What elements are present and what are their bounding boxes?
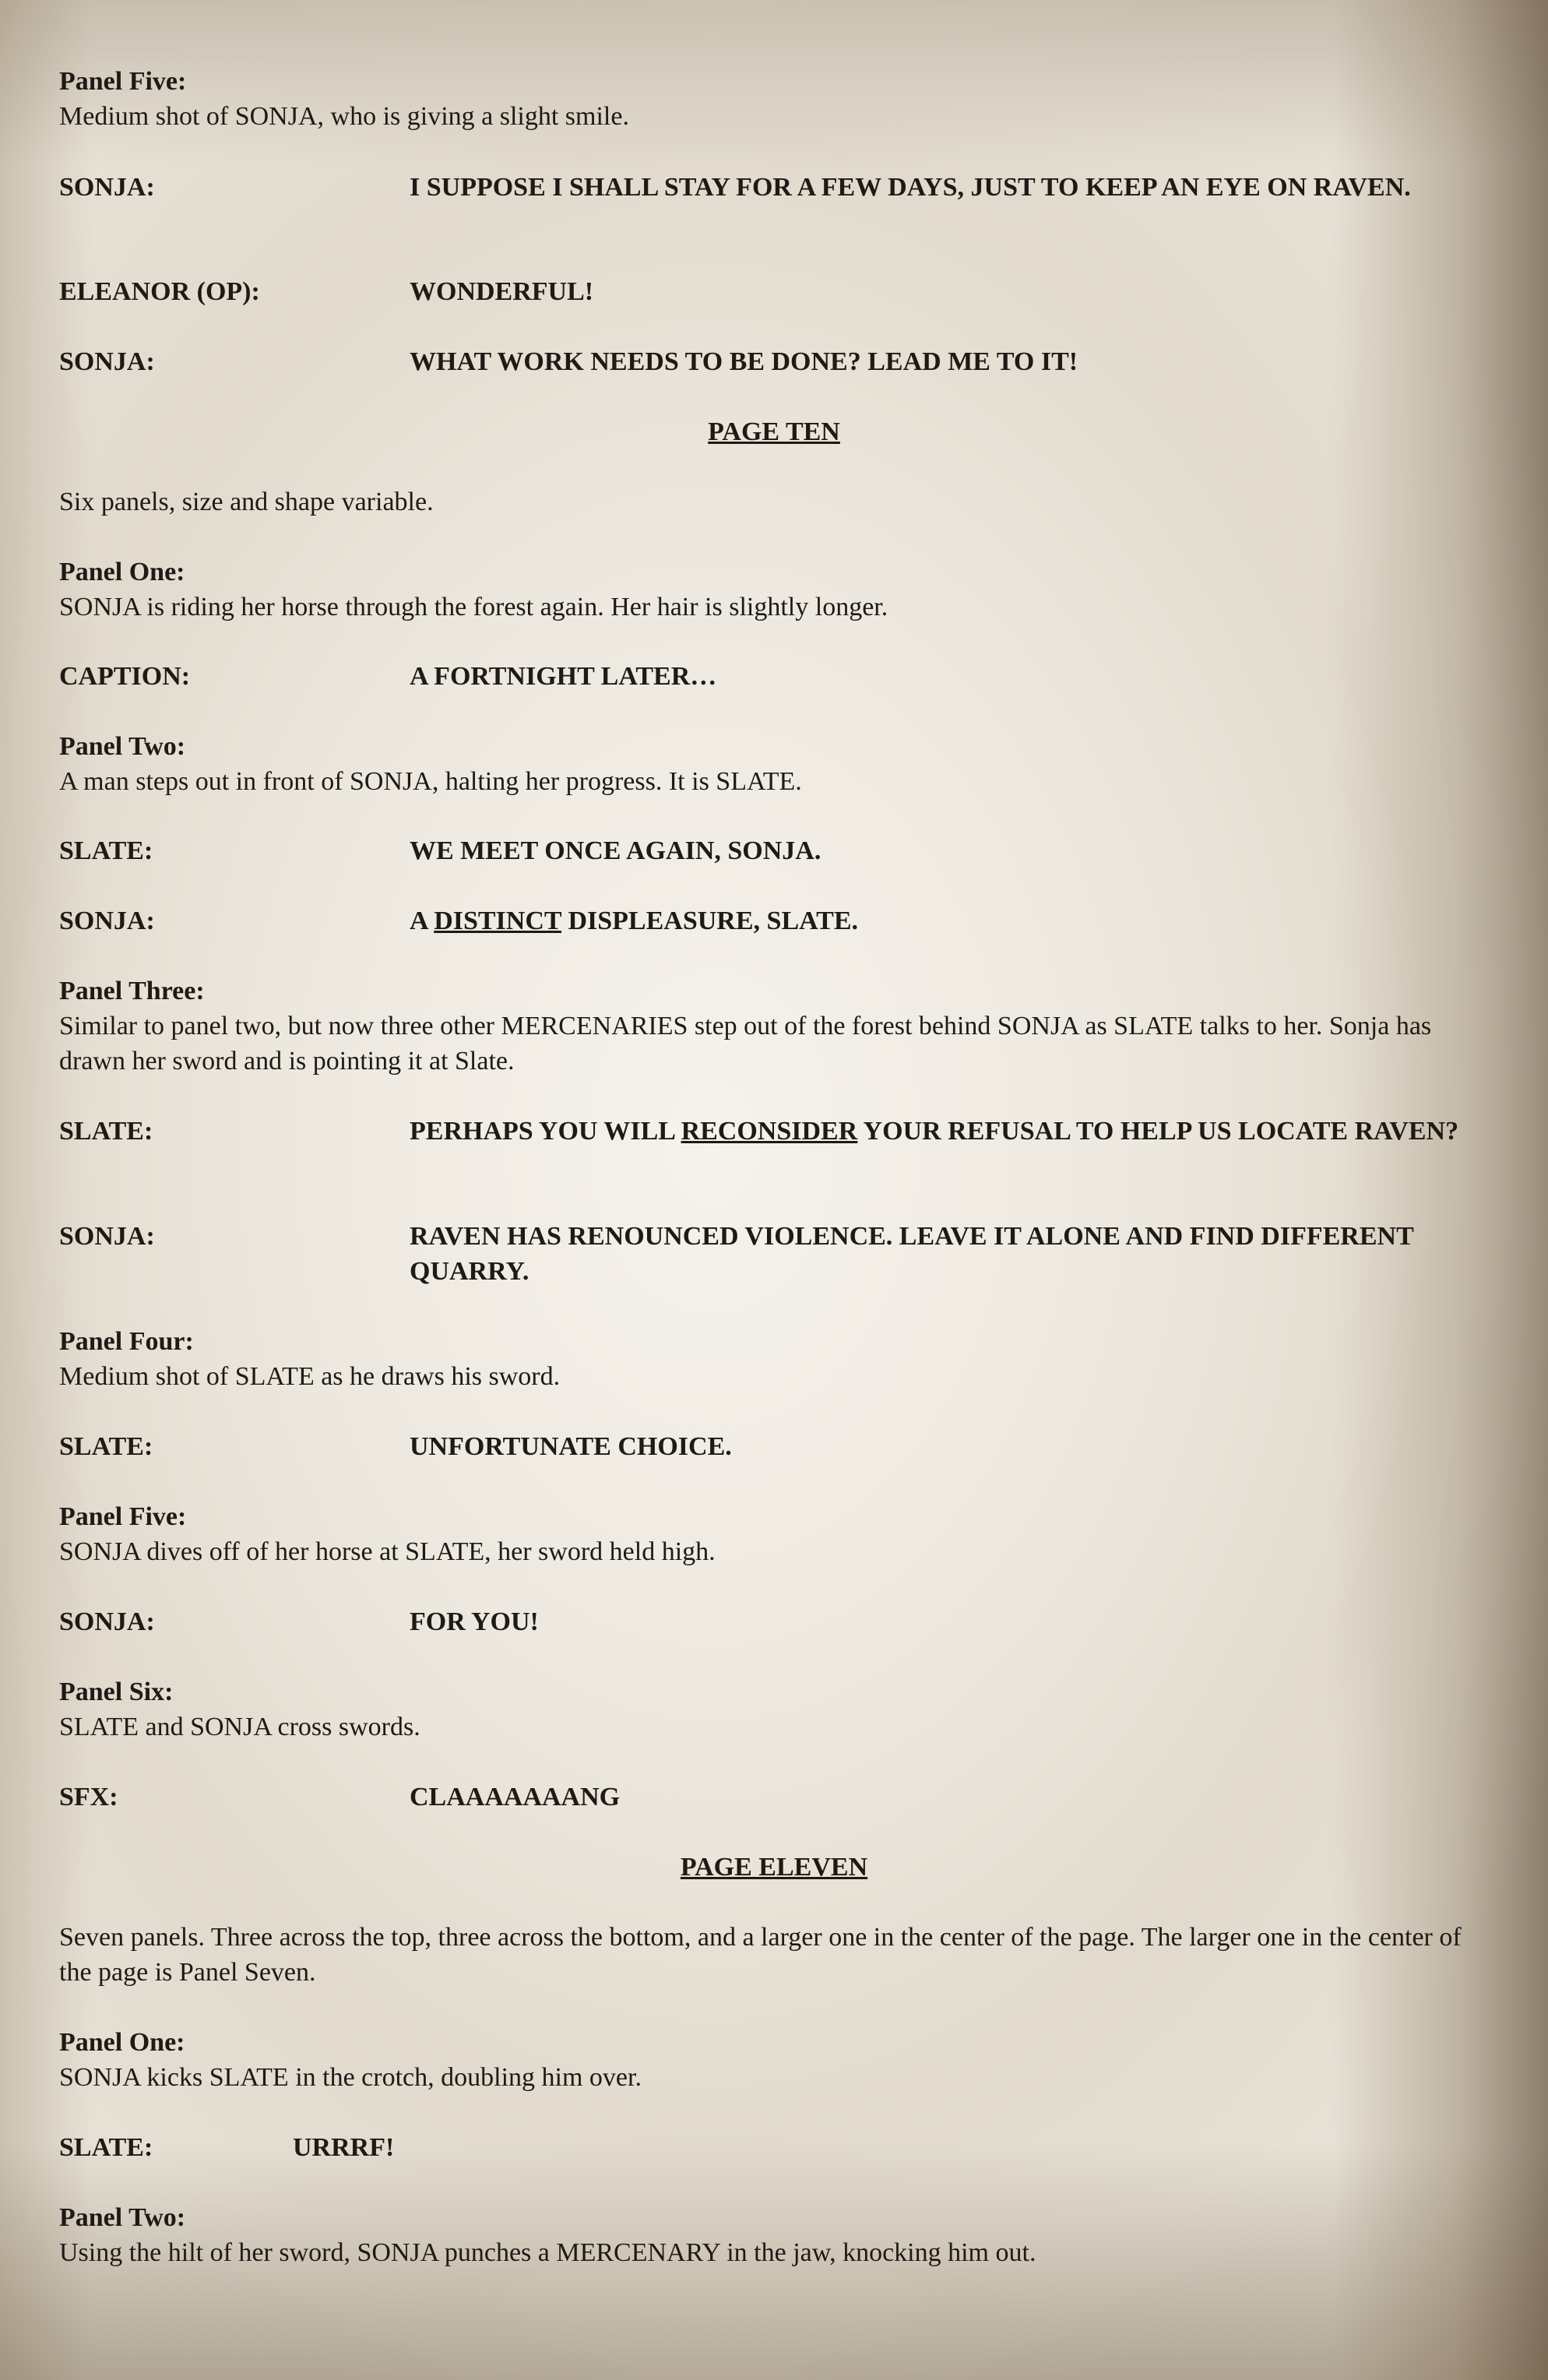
speaker-name: SONJA: [59,907,155,935]
panel-block [59,2200,1476,2270]
dialogue-text: FOR YOU! [410,1607,539,1636]
panel-label: Panel One: [59,558,185,586]
speaker-name: SONJA: [59,1222,155,1251]
panel-label: Panel Two: [59,732,186,761]
dialogue-text [410,1114,1515,1149]
speaker-name: SLATE: [59,836,153,865]
panel-block [59,1324,1476,1394]
dialogue-text-end: DISPLEASURE, SLATE. [561,907,859,935]
dialogue-text: URRRF! [293,2133,395,2162]
page-intro: Six panels, size and shape variable. [59,488,434,516]
dialogue-text-start: PERHAPS YOU WILL [410,1117,681,1146]
page-heading: PAGE ELEVEN [680,1853,868,1882]
speaker-name: SFX: [59,1783,118,1811]
dialogue-text: RAVEN HAS RENOUNCED VIOLENCE. LEAVE IT ALONE AND FIND DIFFERENT QUARRY. [410,1222,1414,1286]
page-heading: PAGE TEN [708,417,840,446]
panel-label: Panel Two: [59,2203,186,2232]
dialogue-text: I SUPPOSE I SHALL STAY FOR A FEW DAYS, JUST TO KEEP AN EYE ON RAVEN. [410,173,1411,202]
panel-block [59,1499,1476,1569]
dialogue-text: CLAAAAAAANG [410,1783,621,1811]
panel-description: A man steps out in front of SONJA, halting her progress. It is SLATE. [59,767,802,796]
panel-block [59,973,1476,1079]
panel-block [59,555,1476,625]
panel-description: Medium shot of SLATE as he draws his sword. [59,1362,561,1391]
speaker-name: SONJA: [59,1607,155,1636]
panel-label: Panel Five: [59,67,187,96]
dialogue-text: WONDERFUL! [410,277,594,306]
dialogue-text: UNFORTUNATE CHOICE. [410,1432,732,1461]
panel-description: SONJA dives off of her horse at SLATE, her sword held high. [59,1537,716,1566]
panel-block [59,1674,1476,1745]
panel-description: SLATE and SONJA cross swords. [59,1713,420,1741]
panel-description: Similar to panel two, but now three other MERCENARIES step out of the forest behind SONJA as SLATE talks to her. Sonja has drawn her sword and is pointing it at Slate. [59,1012,1432,1076]
speaker-name: ELEANOR (OP): [59,277,260,306]
panel-description: Medium shot of SONJA, who is giving a slight smile. [59,102,629,131]
dialogue-text: WE MEET ONCE AGAIN, SONJA. [410,836,821,865]
dialogue-text-start: A [410,907,434,935]
page-intro: Seven panels. Three across the top, three across the bottom, and a larger one in the center of the page. The larger one in the center of the page is Panel Seven. [59,1923,1462,1987]
emphasized-word: RECONSIDER [681,1117,858,1146]
dialogue-text: A FORTNIGHT LATER… [410,662,717,691]
speaker-name: SONJA: [59,347,155,376]
dialogue-text-end: YOUR REFUSAL TO HELP US LOCATE RAVEN? [857,1117,1459,1146]
emphasized-word: DISTINCT [434,907,561,935]
speaker-name: SLATE: [59,1432,153,1461]
dialogue-text: WHAT WORK NEEDS TO BE DONE? LEAD ME TO IT! [410,347,1078,376]
panel-block [59,64,1476,134]
panel-label: Panel Five: [59,1502,187,1531]
panel-label: Panel Four: [59,1327,194,1356]
dialogue-text [410,903,1515,938]
panel-block [59,2025,1476,2095]
speaker-name: CAPTION: [59,662,191,691]
speaker-name: SLATE: [59,2133,153,2162]
panel-description: SONJA kicks SLATE in the crotch, doubling him over. [59,2063,642,2092]
speaker-name: SONJA: [59,173,155,202]
panel-description: Using the hilt of her sword, SONJA punches a MERCENARY in the jaw, knocking him out. [59,2238,1036,2267]
panel-label: Panel One: [59,2028,185,2057]
speaker-name: SLATE: [59,1117,153,1146]
panel-label: Panel Six: [59,1678,174,1706]
panel-block [59,729,1476,799]
panel-description: SONJA is riding her horse through the forest again. Her hair is slightly longer. [59,593,888,621]
panel-label: Panel Three: [59,977,205,1005]
